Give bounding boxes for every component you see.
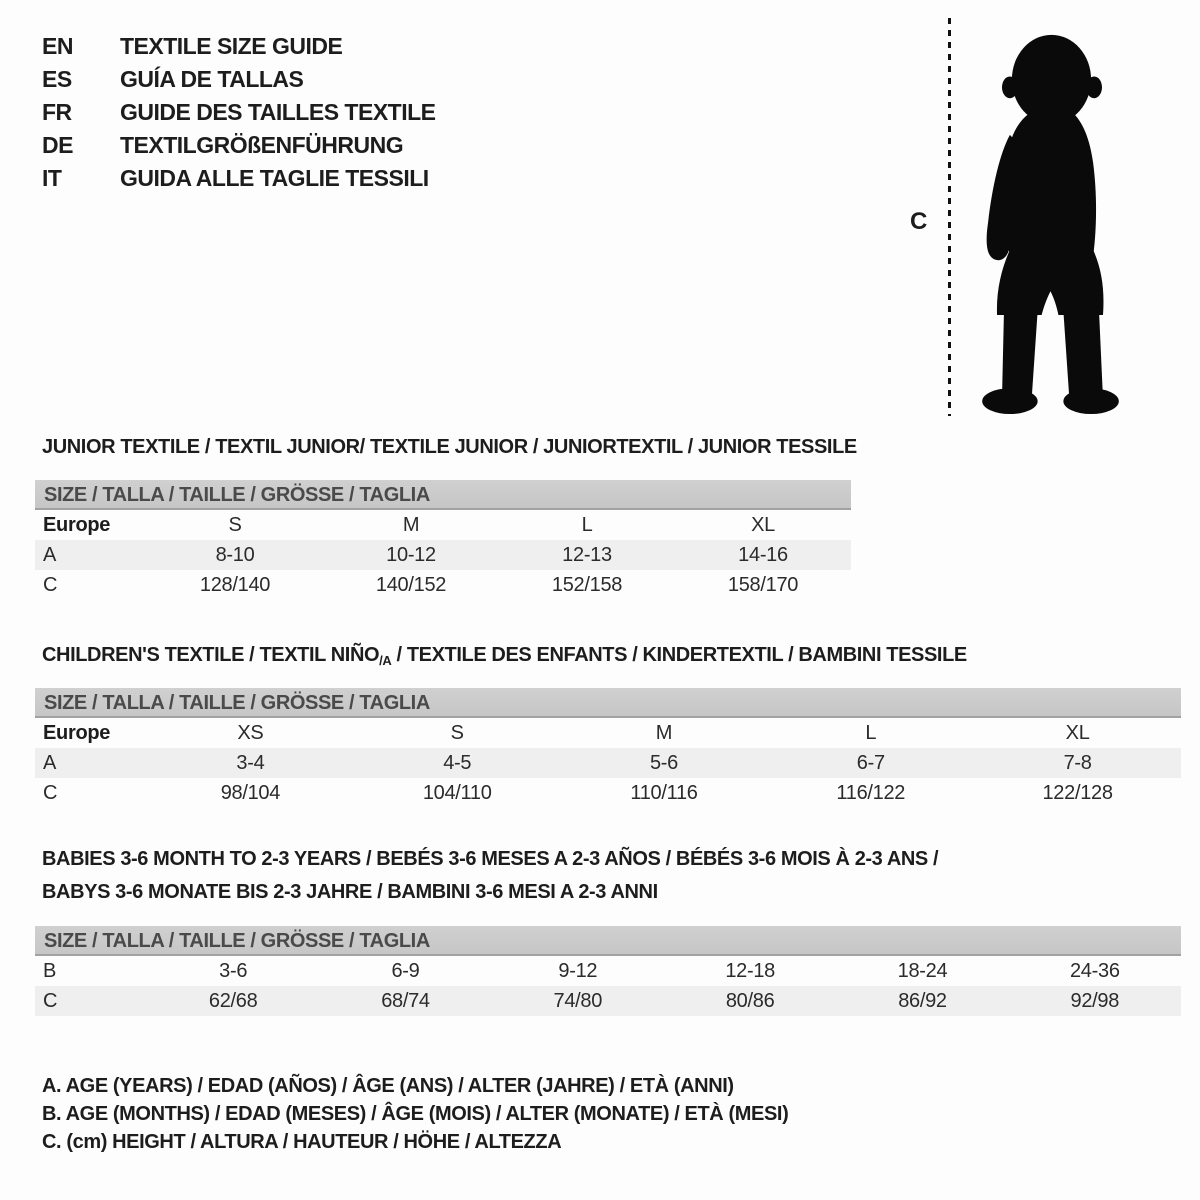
row-label-cell: C <box>43 781 58 804</box>
children-size-row <box>35 718 1181 748</box>
row-label-cell: A <box>35 748 147 778</box>
language-code: DE <box>42 132 73 158</box>
value-cell: 86/92 <box>836 986 1008 1016</box>
language-code: FR <box>42 99 72 125</box>
height-measure-label: C <box>910 208 928 235</box>
children-age-row <box>35 748 1181 778</box>
value-cell: 3-4 <box>147 748 354 778</box>
value-cell: 8-10 <box>147 540 323 570</box>
value-cell: 4-5 <box>354 748 561 778</box>
value-cell: 158/170 <box>727 573 799 596</box>
language-title: TEXTILGRÖßENFÜHRUNG <box>120 132 404 158</box>
children-section-title <box>42 644 967 668</box>
language-title: TEXTILE SIZE GUIDE <box>120 33 343 59</box>
language-code: IT <box>42 165 62 191</box>
value-cell: 68/74 <box>319 986 491 1016</box>
size-cell: XL <box>1065 721 1090 744</box>
language-row-de <box>42 129 436 162</box>
value-cell: 3-6 <box>219 959 248 982</box>
junior-age-row <box>35 540 851 570</box>
language-row-en <box>42 30 436 63</box>
row-label-cell: A <box>35 540 147 570</box>
value-cell: 98/104 <box>220 781 281 804</box>
legend-line-age-months: B. AGE (MONTHS) / EDAD (MESES) / ÂGE (MOIS) / ALTER (MONATE) / ETÀ (MESI) <box>42 1103 789 1125</box>
value-cell: 18-24 <box>897 959 948 982</box>
value-cell: 116/122 <box>836 781 906 804</box>
language-title-list <box>42 30 436 195</box>
language-title: GUIDA ALLE TAGLIE TESSILI <box>120 165 429 191</box>
toddler-silhouette-icon <box>962 24 1140 420</box>
value-cell: 10-12 <box>323 540 499 570</box>
language-row-it <box>42 162 436 195</box>
size-cell: XS <box>237 721 264 744</box>
value-cell: 104/110 <box>422 781 492 804</box>
children-title-suffix: / TEXTILE DES ENFANTS / KINDERTEXTIL / BAMBINI TESSILE <box>391 644 967 666</box>
value-cell: 7-8 <box>974 748 1181 778</box>
size-cell: M <box>655 721 673 744</box>
size-cell: S <box>450 721 464 744</box>
junior-section-title: JUNIOR TEXTILE / TEXTIL JUNIOR/ TEXTILE JUNIOR / JUNIORTEXTIL / JUNIOR TESSILE <box>42 436 857 458</box>
height-measure-dashed-line <box>948 18 951 416</box>
children-title-prefix: CHILDREN'S TEXTILE / TEXTIL NIÑO <box>42 644 380 666</box>
babies-section-title-line2: BABYS 3-6 MONATE BIS 2-3 JAHRE / BAMBINI 3-6 MESI A 2-3 ANNI <box>42 881 658 903</box>
row-label-cell: C <box>43 573 58 596</box>
language-code: EN <box>42 33 73 59</box>
value-cell: 6-9 <box>391 959 420 982</box>
value-cell: 92/98 <box>1009 986 1181 1016</box>
children-title-subscript: /A <box>379 653 392 668</box>
children-table-header: SIZE / TALLA / TAILLE / GRÖSSE / TAGLIA <box>35 688 1181 718</box>
size-cell: S <box>228 513 242 536</box>
value-cell: 5-6 <box>561 748 768 778</box>
size-cell: XL <box>751 513 775 536</box>
legend-line-age-years: A. AGE (YEARS) / EDAD (AÑOS) / ÂGE (ANS) / ALTER (JAHRE) / ETÀ (ANNI) <box>42 1075 734 1097</box>
value-cell: 62/68 <box>147 986 319 1016</box>
junior-table-header: SIZE / TALLA / TAILLE / GRÖSSE / TAGLIA <box>35 480 851 510</box>
row-label-cell: B <box>43 959 57 982</box>
value-cell: 6-7 <box>767 748 974 778</box>
junior-size-row <box>35 510 851 540</box>
measurement-legend <box>42 1072 788 1156</box>
value-cell: 24-36 <box>1069 959 1120 982</box>
babies-section-title-line1: BABIES 3-6 MONTH TO 2-3 YEARS / BEBÉS 3-6 MESES A 2-3 AÑOS / BÉBÉS 3-6 MOIS À 2-3 ANS / <box>42 848 939 870</box>
babies-table-header: SIZE / TALLA / TAILLE / GRÖSSE / TAGLIA <box>35 926 1181 956</box>
babies-months-row <box>35 956 1181 986</box>
children-size-table <box>35 688 1181 808</box>
children-height-row <box>35 778 1181 808</box>
value-cell: 14-16 <box>675 540 851 570</box>
size-cell: L <box>865 721 877 744</box>
row-label-cell: Europe <box>43 513 111 536</box>
size-cell: M <box>402 513 420 536</box>
value-cell: 80/86 <box>664 986 836 1016</box>
value-cell: 9-12 <box>558 959 598 982</box>
babies-size-table <box>35 926 1181 1016</box>
language-title: GUIDE DES TAILLES TEXTILE <box>120 99 436 125</box>
value-cell: 110/116 <box>630 781 698 804</box>
language-code: ES <box>42 66 72 92</box>
size-cell: L <box>581 513 593 536</box>
value-cell: 122/128 <box>1042 781 1113 804</box>
value-cell: 12-13 <box>499 540 675 570</box>
value-cell: 74/80 <box>492 986 664 1016</box>
language-row-fr <box>42 96 436 129</box>
language-title: GUÍA DE TALLAS <box>120 66 304 92</box>
junior-size-table <box>35 480 851 600</box>
value-cell: 12-18 <box>725 959 775 982</box>
value-cell: 128/140 <box>199 573 271 596</box>
legend-line-height: C. (cm) HEIGHT / ALTURA / HAUTEUR / HÖHE / ALTEZZA <box>42 1131 562 1153</box>
junior-height-row <box>35 570 851 600</box>
value-cell: 140/152 <box>375 573 447 596</box>
babies-height-row <box>35 986 1181 1016</box>
language-row-es <box>42 63 436 96</box>
value-cell: 152/158 <box>551 573 623 596</box>
row-label-cell: Europe <box>43 721 111 744</box>
row-label-cell: C <box>35 986 147 1016</box>
